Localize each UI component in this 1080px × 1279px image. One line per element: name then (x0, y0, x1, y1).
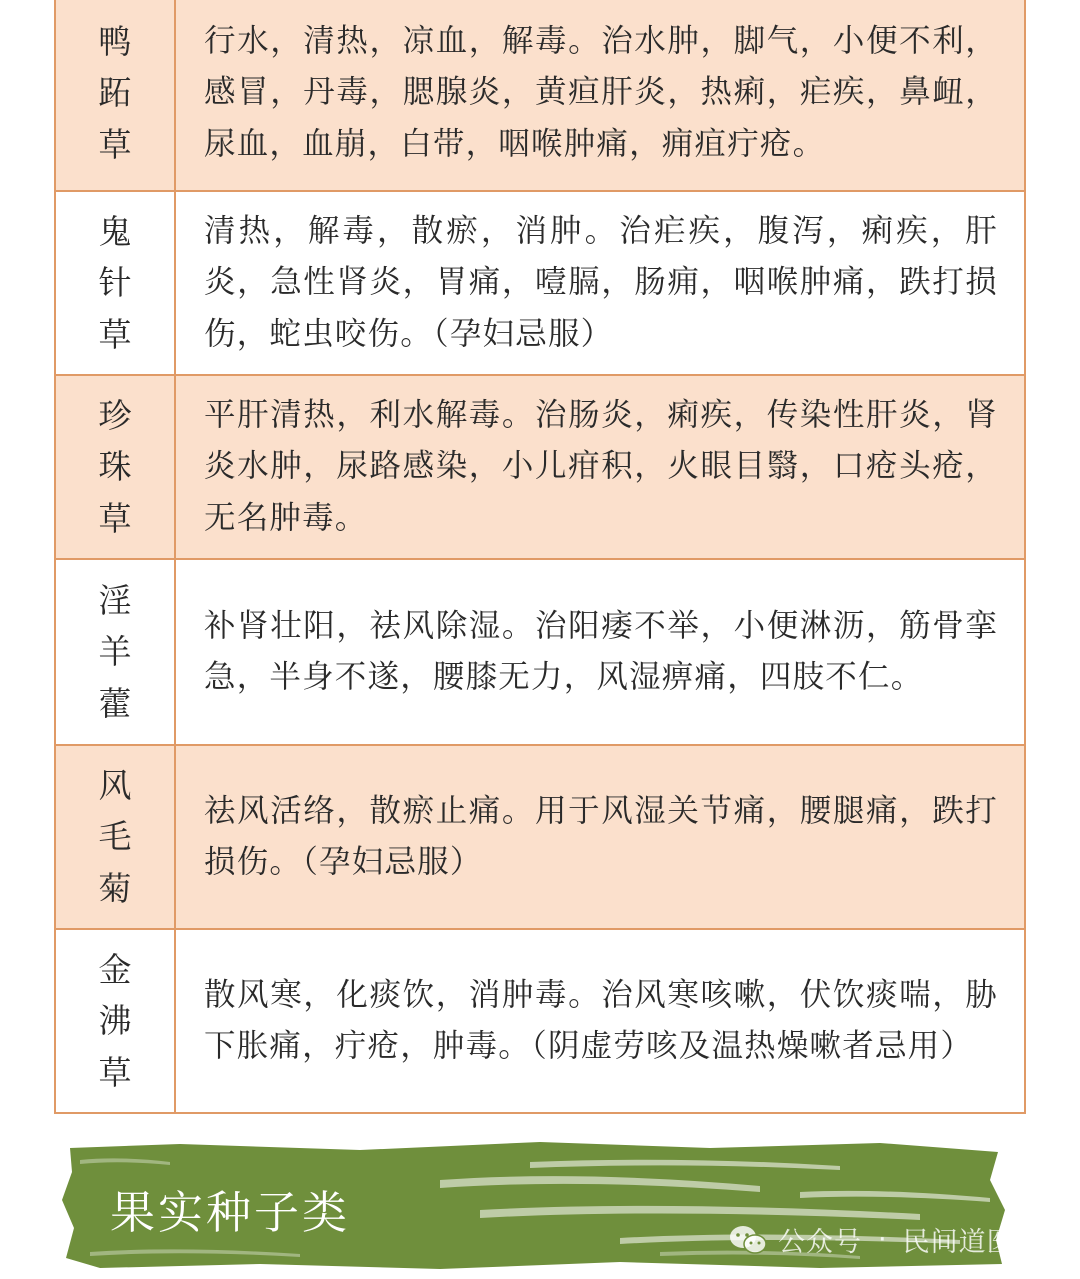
herb-name-char: 跖 (98, 73, 132, 113)
herb-name-char: 鸭 (98, 21, 132, 61)
herb-description: 行水，清热，凉血，解毒。治水肿，脚气，小便不利，感冒，丹毒，腮腺炎，黄疸肝炎，热痢，疟疾，鼻衄，尿血，血崩，白带，咽喉肿痛，痈疽疔疮。 (175, 0, 1025, 191)
herb-description: 补肾壮阳，祛风除湿。治阳痿不举，小便淋沥，筋骨挛急，半身不遂，腰膝无力，风湿痹痛，四肢不仁。 (175, 559, 1025, 745)
herb-name (55, 375, 175, 559)
watermark-account-name: 民间道医堂 (902, 1227, 1043, 1258)
herb-name-char: 珠 (98, 447, 132, 487)
herb-name-char: 金 (98, 949, 132, 989)
table-row (55, 745, 1025, 929)
herb-name-char: 鬼 (98, 211, 132, 251)
section-title: 果实种子类 (110, 1186, 351, 1239)
herb-name-char: 草 (98, 1052, 132, 1092)
herb-name-char: 藿 (98, 683, 132, 723)
table-row (55, 0, 1025, 191)
table-row (55, 375, 1025, 559)
herb-name (55, 745, 175, 929)
herb-name-char: 风 (98, 765, 132, 805)
herb-description: 清热，解毒，散瘀，消肿。治疟疾，腹泻，痢疾，肝炎，急性肾炎，胃痛，噎膈，肠痈，咽喉肿痛，跌打损伤，蛇虫咬伤。（孕妇忌服） (175, 191, 1025, 375)
herb-name (55, 929, 175, 1113)
herb-name-char: 针 (98, 263, 132, 303)
table-row (55, 559, 1025, 745)
watermark-separator: · (878, 1224, 887, 1255)
herb-name-char: 菊 (98, 868, 132, 908)
herb-name-char: 珍 (98, 395, 132, 435)
herb-name-char: 草 (98, 498, 132, 538)
herb-name-char: 草 (98, 314, 132, 354)
table-row (55, 191, 1025, 375)
herb-description: 散风寒，化痰饮，消肿毒。治风寒咳嗽，伏饮痰喘，胁下胀痛，疔疮，肿毒。（阴虚劳咳及温热燥嗽者忌用） (175, 929, 1025, 1113)
table-row (55, 929, 1025, 1113)
herb-name-char: 毛 (98, 817, 132, 857)
herb-name (55, 0, 175, 191)
watermark-label: 公众号 (778, 1227, 862, 1258)
herb-description: 祛风活络，散瘀止痛。用于风湿关节痛，腰腿痛，跌打损伤。（孕妇忌服） (175, 745, 1025, 929)
herb-table (54, 0, 1026, 1114)
wechat-icon (728, 1223, 768, 1257)
herb-name-char: 羊 (98, 632, 132, 672)
herb-description: 平肝清热，利水解毒。治肠炎，痢疾，传染性肝炎，肾炎水肿，尿路感染，小儿疳积，火眼目翳，口疮头疮，无名肿毒。 (175, 375, 1025, 559)
herb-name-char: 沸 (98, 1001, 132, 1041)
herb-name (55, 559, 175, 745)
herb-name (55, 191, 175, 375)
herb-name-char: 草 (98, 124, 132, 164)
herb-name-char: 淫 (98, 580, 132, 620)
watermark (728, 1220, 1043, 1259)
